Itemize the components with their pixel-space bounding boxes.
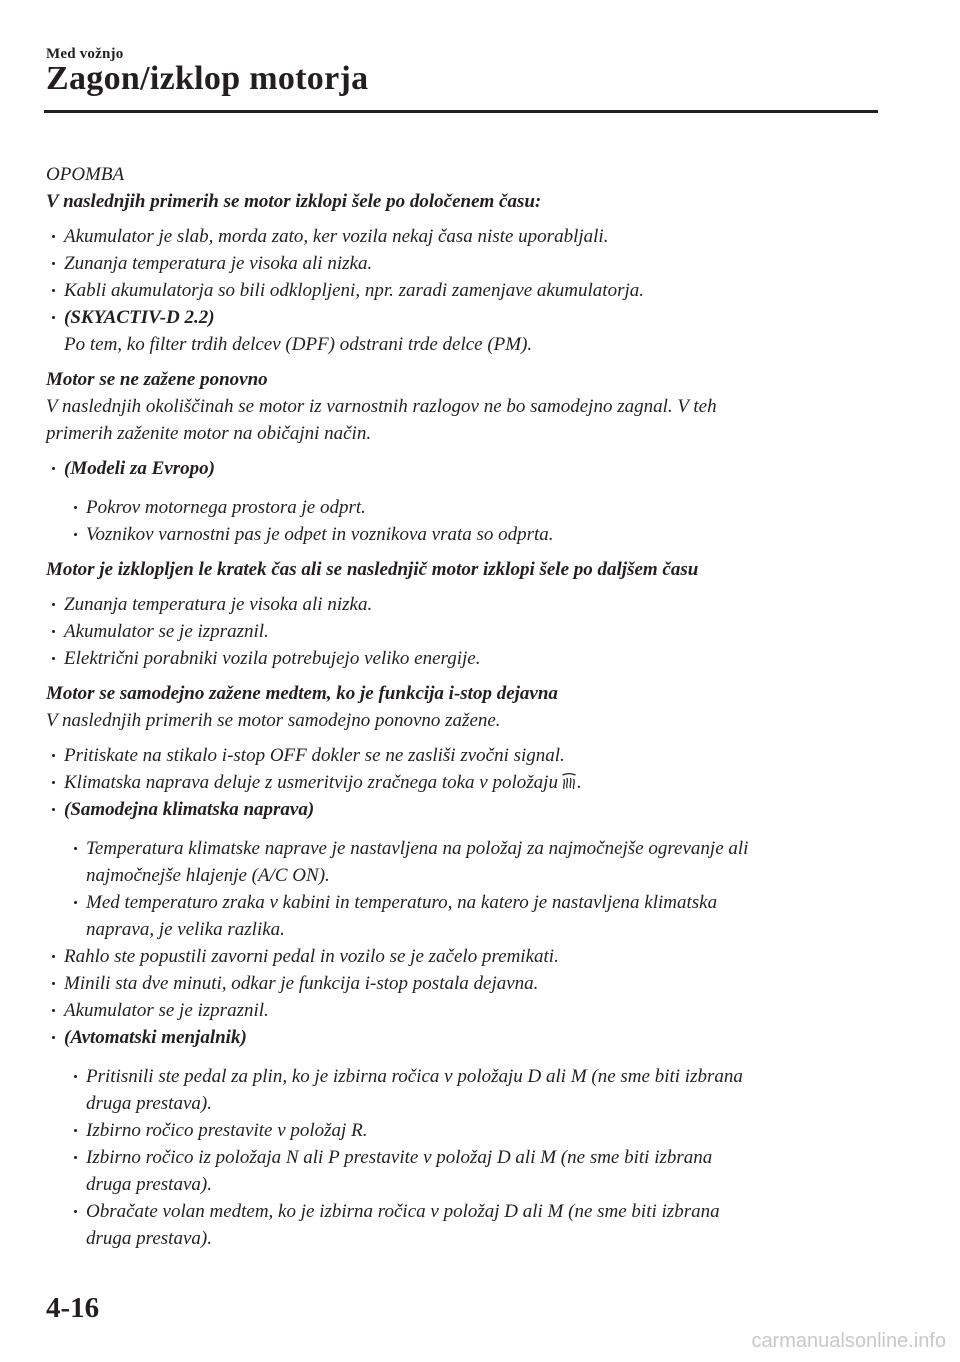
- list-item-continued: druga prestava).: [86, 1174, 212, 1195]
- auto-restart-heading: Motor se samodejno zažene medtem, ko je funkcija i-stop dejavna: [46, 683, 558, 704]
- note-intro: V naslednjih primerih se motor izklopi šele po določenem času:: [46, 191, 542, 212]
- bullet-icon: [52, 657, 55, 660]
- group-label-transmission: (Avtomatski menjalnik): [46, 1024, 876, 1051]
- list-item: Zunanja temperatura je visoka ali nizka.: [46, 591, 876, 618]
- bullet-icon: [74, 1129, 77, 1132]
- group-label-europe: (Modeli za Evropo): [46, 455, 876, 482]
- bullet-icon: [52, 1036, 55, 1039]
- bullet-icon: [52, 262, 55, 265]
- diesel-detail: Po tem, ko filter trdih delcev (DPF) odstrani trde delce (PM).: [64, 334, 533, 355]
- bullet-icon: [74, 1156, 77, 1159]
- list-item: Električni porabniki vozila potrebujejo veliko energije.: [46, 645, 876, 672]
- list-item: Pritisnili ste pedal za plin, ko je izbirna ročica v položaju D ali M (ne sme biti izbrana: [68, 1063, 876, 1090]
- bullet-icon: [52, 808, 55, 811]
- list-item: Akumulator se je izpraznil.: [46, 997, 876, 1024]
- bullet-icon: [52, 955, 55, 958]
- list-item-continued: druga prestava).: [86, 1093, 212, 1114]
- list-item: Voznikov varnostni pas je odpet in voznikova vrata so odprta.: [68, 521, 876, 548]
- list-item: Izbirno ročico prestavite v položaj R.: [68, 1117, 876, 1144]
- bullet-icon: [74, 847, 77, 850]
- list-item: Minili sta dve minuti, odkar je funkcija i-stop postala dejavna.: [46, 970, 876, 997]
- bullet-icon: [74, 1210, 77, 1213]
- no-restart-text: primerih zaženite motor na običajni način.: [46, 423, 372, 444]
- note-label: OPOMBA: [46, 164, 125, 185]
- bullet-icon: [52, 289, 55, 292]
- title-divider: [44, 110, 878, 113]
- list-item: Izbirno ročico iz položaja N ali P prestavite v položaj D ali M (ne sme biti izbrana: [68, 1144, 876, 1171]
- bullet-icon: [52, 603, 55, 606]
- list-item: Klimatska naprava deluje z usmeritvijo zračnega toka v položaju .: [46, 769, 876, 796]
- no-restart-text: V naslednjih okoliščinah se motor iz varnostnih razlogov ne bo samodejno zagnal. V teh: [46, 396, 717, 417]
- list-item: Akumulator je slab, morda zato, ker vozila nekaj časa niste uporabljali.: [46, 223, 876, 250]
- watermark: carmanualsonline.info: [751, 1330, 946, 1352]
- bullet-icon: [52, 754, 55, 757]
- bullet-icon: [52, 467, 55, 470]
- short-stop-heading: Motor je izklopljen le kratek čas ali se naslednjič motor izklopi šele po daljšem času: [46, 559, 699, 580]
- bullet-icon: [52, 316, 55, 319]
- list-item: Kabli akumulatorja so bili odklopljeni, npr. zaradi zamenjave akumulatorja.: [46, 277, 876, 304]
- page-title: Zagon/izklop motorja: [46, 60, 369, 97]
- list-item: Akumulator se je izpraznil.: [46, 618, 876, 645]
- list-item-continued: naprava, je velika razlika.: [86, 919, 285, 940]
- auto-restart-text: V naslednjih primerih se motor samodejno ponovno zažene.: [46, 710, 501, 731]
- bullet-icon: [74, 533, 77, 536]
- bullet-icon: [52, 630, 55, 633]
- list-item-continued: najmočnejše hlajenje (A/C ON).: [86, 865, 330, 886]
- no-restart-heading: Motor se ne zažene ponovno: [46, 369, 268, 390]
- bullet-icon: [74, 506, 77, 509]
- list-item: Pritiskate na stikalo i-stop OFF dokler se ne zasliši zvočni signal.: [46, 742, 876, 769]
- page-number: 4-16: [46, 1292, 100, 1324]
- group-label-climate: (Samodejna klimatska naprava): [46, 796, 876, 823]
- page-content: [46, 161, 876, 1252]
- list-item-diesel: (SKYACTIV-D 2.2): [46, 304, 876, 331]
- windshield-defroster-icon: [561, 772, 577, 790]
- list-item: Rahlo ste popustili zavorni pedal in vozilo se je začelo premikati.: [46, 943, 876, 970]
- list-item: Pokrov motornega prostora je odprt.: [68, 494, 876, 521]
- bullet-icon: [52, 982, 55, 985]
- bullet-icon: [52, 235, 55, 238]
- bullet-icon: [74, 1075, 77, 1078]
- bullet-icon: [52, 781, 55, 784]
- list-item: Temperatura klimatske naprave je nastavljena na položaj za najmočnejše ogrevanje ali: [68, 835, 876, 862]
- list-item: Zunanja temperatura je visoka ali nizka.: [46, 250, 876, 277]
- section-label: Med vožnjo: [46, 46, 124, 62]
- list-item-continued: druga prestava).: [86, 1228, 212, 1249]
- list-item: Med temperaturo zraka v kabini in temperaturo, na katero je nastavljena klimatska: [68, 889, 876, 916]
- bullet-icon: [74, 901, 77, 904]
- bullet-icon: [52, 1009, 55, 1012]
- list-item: Obračate volan medtem, ko je izbirna ročica v položaj D ali M (ne sme biti izbrana: [68, 1198, 876, 1225]
